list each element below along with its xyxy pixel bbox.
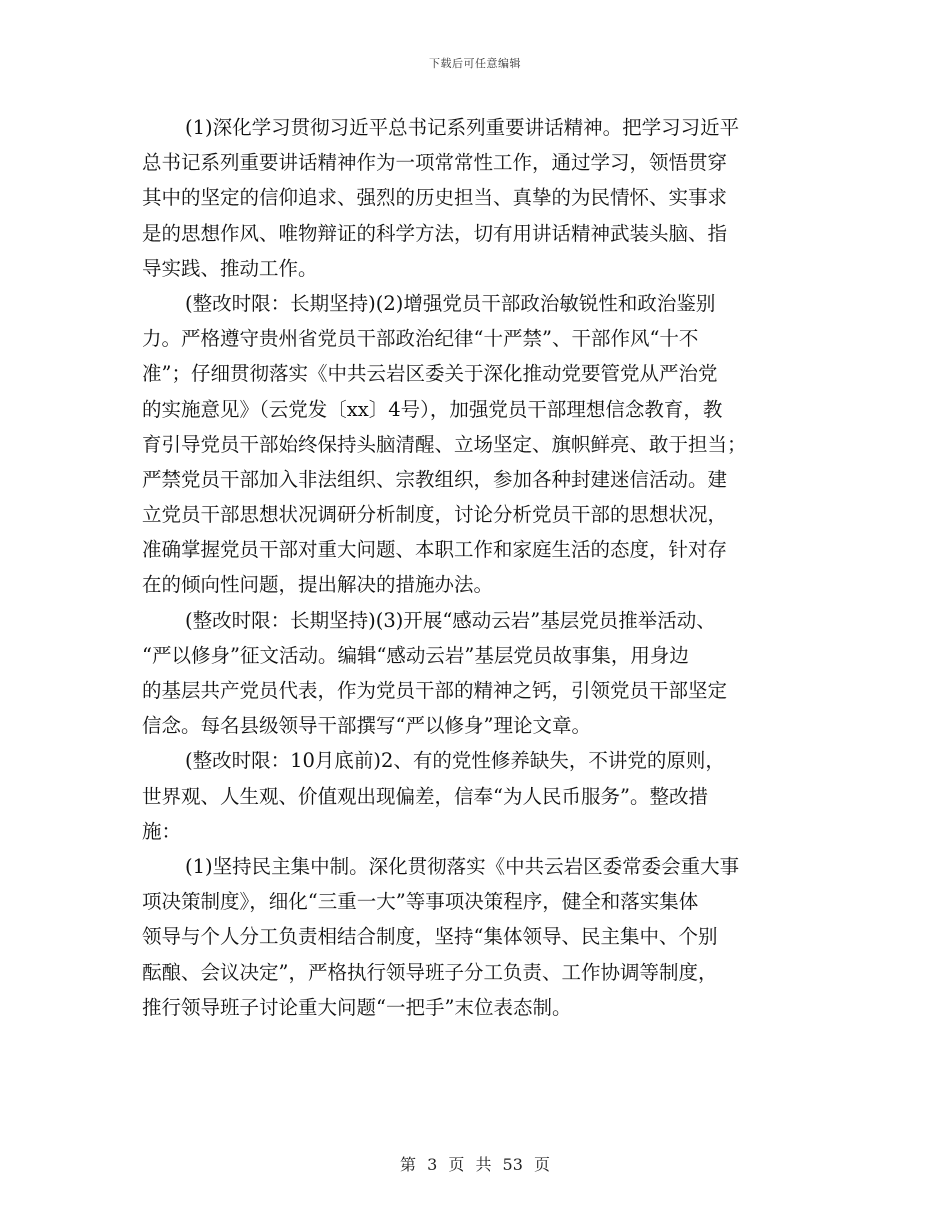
page-number-footer: 第 3 页 共 53 页 <box>400 1155 550 1174</box>
text-line: 施： <box>142 819 182 843</box>
text-line: 导实践、推动工作。 <box>142 256 318 280</box>
text-line: 领导与个人分工负责相结合制度，坚持“集体领导、民主集中、个别 <box>142 925 718 949</box>
text-line: 世界观、人生观、价值观出现偏差，信奉“为人民币服务”。整改措 <box>142 784 708 808</box>
text-line: 酝酿、会议决定”，严格执行领导班子分工负责、工作协调等制度， <box>142 960 718 984</box>
text-line: 的实施意见》（云党发〔xx〕4号），加强党员干部理想信念教育，教 <box>142 397 723 421</box>
text-line: 项决策制度》，细化“三重一大”等事项决策程序，健全和落实集体 <box>142 890 699 914</box>
text-line: 立党员干部思想状况调研分析制度，讨论分析党员干部的思想状况， <box>142 503 728 527</box>
text-line: (整改时限：长期坚持)(2)增强党员干部政治敏锐性和政治鉴别 <box>185 291 716 315</box>
page-header: 下载后可任意编辑 <box>429 57 521 70</box>
text-line: 严禁党员干部加入非法组织、宗教组织，参加各种封建迷信活动。建 <box>142 467 728 491</box>
text-line: (整改时限：长期坚持)(3)开展“感动云岩”基层党员推举活动、 <box>185 608 716 632</box>
text-line: 准确掌握党员干部对重大问题、本职工作和家庭生活的态度，针对存 <box>142 538 728 562</box>
text-line: (整改时限：10月底前)2、有的党性修养缺失，不讲党的原则， <box>185 749 725 773</box>
text-line: 是的思想作风、唯物辩证的科学方法，切有用讲话精神武装头脑、指 <box>142 221 728 245</box>
text-line: 推行领导班子讨论重大问题“一把手”末位表态制。 <box>142 995 572 1019</box>
text-line: 育引导党员干部始终保持头脑清醒、立场坚定、旗帜鲜亮、敢于担当； <box>142 432 747 456</box>
text-line: 在的倾向性问题，提出解决的措施办法。 <box>142 573 494 597</box>
text-line: 总书记系列重要讲话精神作为一项常常性工作，通过学习，领悟贯穿 <box>142 151 728 175</box>
text-line: (1)坚持民主集中制。深化贯彻落实《中共云岩区委常委会重大事 <box>185 854 740 878</box>
text-line: 力。严格遵守贵州省党员干部政治纪律“十严禁”、干部作风“十不 <box>142 327 699 351</box>
text-line: (1)深化学习贯彻习近平总书记系列重要讲话精神。把学习习近平 <box>185 116 740 139</box>
text-line: 准”；仔细贯彻落实《中共云岩区委关于深化推动党要管党从严治党 <box>142 362 718 386</box>
text-line: 信念。每名县级领导干部撰写“严以修身”理论文章。 <box>142 714 591 738</box>
text-line: “严以修身”征文活动。编辑“感动云岩”基层党员故事集，用身边 <box>142 643 689 667</box>
text-line: 其中的坚定的信仰追求、强烈的历史担当、真挚的为民情怀、实事求 <box>142 186 728 210</box>
text-line: 的基层共产党员代表，作为党员干部的精神之钙，引领党员干部坚定 <box>142 679 728 702</box>
document-body <box>142 110 822 1025</box>
